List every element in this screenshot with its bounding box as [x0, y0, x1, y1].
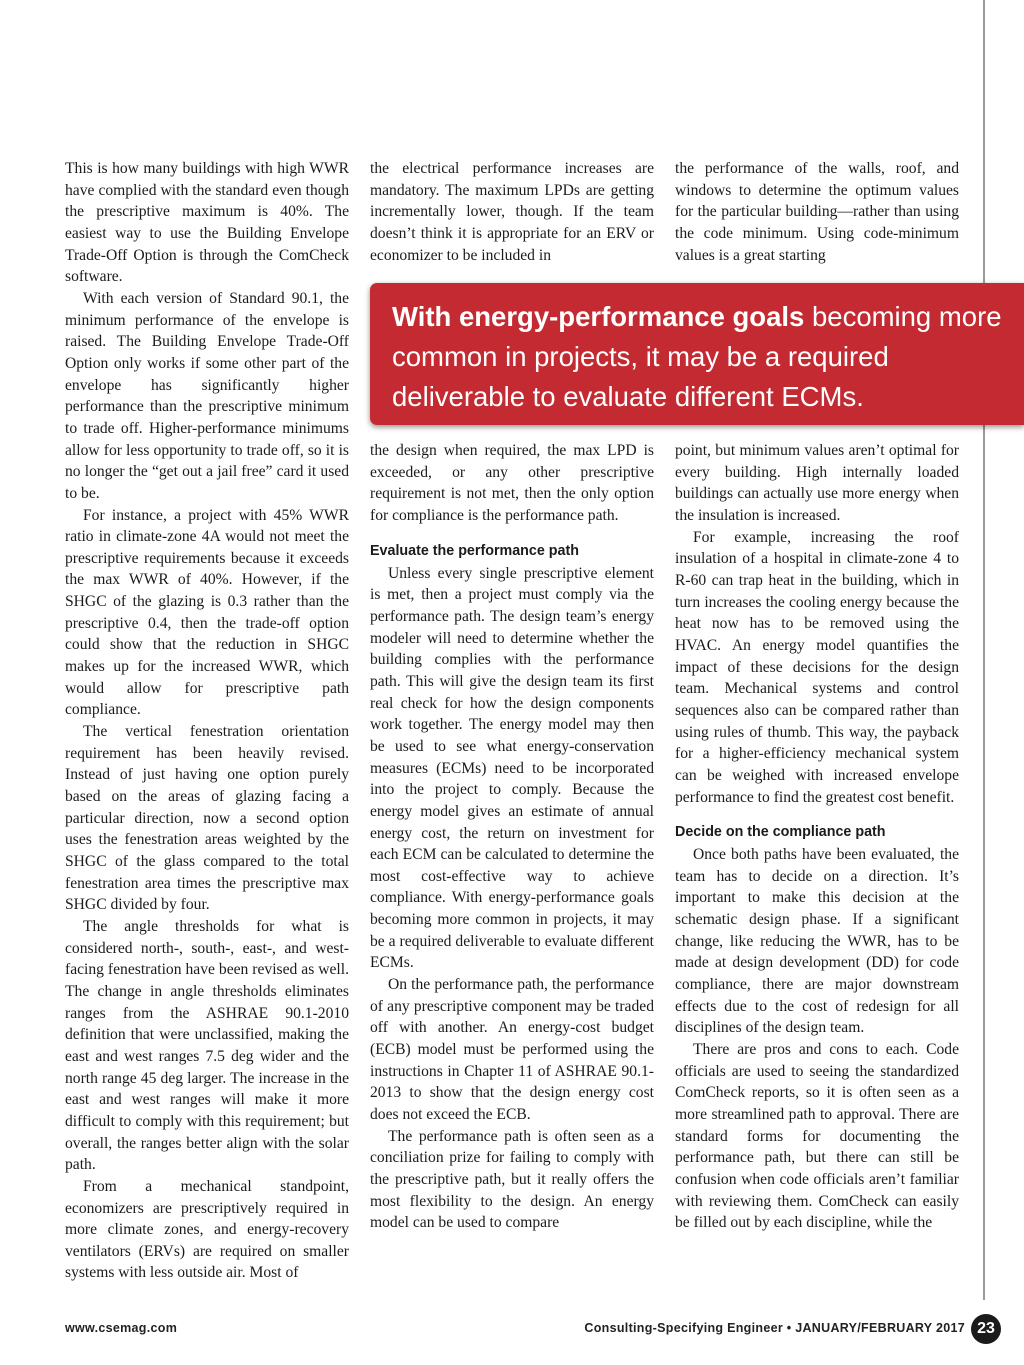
paragraph: the design when required, the max LPD is exceeded, or any other prescriptive requirement is not met, then the only option for compliance is the performance path. — [370, 442, 654, 524]
paragraph: The vertical fenestration orientation requirement has been heavily revised. Instead of just having one option purely based on the areas of glazing facing a particular direction, now a second option uses the fenestration areas weighted by the SHGC of the glass compared to the total fenestration area times the prescriptive max SHGC divided by four. — [65, 723, 349, 914]
section-heading: Evaluate the performance path — [370, 542, 579, 559]
pull-quote-rest: becoming more common in projects, it may be a required deliverable to evaluate different ECMs. — [392, 301, 1002, 412]
paragraph: With each version of Standard 90.1, the minimum performance of the envelope is raised. The Building Envelope Trade-Off Option only works if some other part of the envelope has significantly higher performance than the prescriptive minimum to trade off. Higher-performance minimums allow for less opportunity to trade off, so it is no longer the “get out a jail free” card it used to be. — [65, 289, 349, 502]
paragraph: For instance, a project with 45% WWR ratio in climate-zone 4A would not meet the prescriptive requirements because it exceeds the max WWR of 40%. However, if the SHGC of the glazing is 0.3 rather than the prescriptive 0.4, then the trade-off option could show that the reduction in SHGC makes up for the increased WWR, which would allow for prescriptive path compliance. — [65, 506, 349, 719]
section-heading: Decide on the compliance path — [675, 824, 886, 841]
pull-quote — [370, 283, 1024, 425]
page-edge-rule — [983, 0, 985, 1300]
article-column-2-top — [370, 158, 654, 266]
paragraph: From a mechanical standpoint, economizers are prescriptively required in more climate zones, and energy-recovery ventilators (ERVs) are required on smaller systems with less outside air. Most of — [65, 1177, 349, 1282]
paragraph: the electrical performance increases are mandatory. The maximum LPDs are getting incrementally lower, though. If the team doesn’t think it is appropriate for an ERV or economizer to be included in — [370, 160, 654, 264]
paragraph: There are pros and cons to each. Code officials are used to seeing the standardized ComCheck reports, so it is often seen as a more streamlined path to approval. There are standard forms for documenting the performance path, but there can still be confusion when code officials aren’t familiar with reviewing them. ComCheck can easily be filled out by each discipline, while the — [675, 1041, 959, 1232]
paragraph: Unless every single prescriptive element is met, then a project must comply via the performance path. The design team’s energy modeler will need to determine whether the building complies with the performance path. This will give the design team its first real check for how the design components work together. The energy model may then be used to see what energy-conservation measures (ECMs) need to be incorporated into the project to comply. Because the energy model gives an estimate of annual energy cost, the return on investment for each ECM can be calculated to determine the most cost-effective way to achieve compliance. With energy-performance goals becoming more common in projects, it may be a required deliverable to evaluate different ECMs. — [370, 564, 654, 972]
footer-website: www.csemag.com — [65, 1321, 178, 1335]
paragraph: On the performance path, the performance of any prescriptive component may be traded off with another. An energy-cost budget (ECB) model must be performed using the instructions in Chapter 11 of ASHRAE 90.1-2013 to show that the design energy cost does not exceed the ECB. — [370, 976, 654, 1124]
paragraph: point, but minimum values aren’t optimal for every building. High internally loaded buildings can actually use more energy when the insulation is increased. — [675, 442, 959, 524]
footer-publication: Consulting-Specifying Engineer • JANUARY/FEBRUARY 2017 — [584, 1321, 965, 1335]
article-column-3-top — [675, 158, 959, 266]
article-column-1 — [65, 158, 349, 1284]
paragraph: the performance of the walls, roof, and windows to determine the optimum values for the particular building—rather than using the code minimum. Using code-minimum values is a great starting — [675, 160, 959, 264]
article-column-3-bottom — [675, 440, 959, 1234]
paragraph: Once both paths have been evaluated, the team has to decide on a direction. It’s important to make this decision at the schematic design phase. If a significant change, like reducing the WWR, has to be made at design development (DD) for code compliance, there are major downstream effects due to the cost of redesign for all disciplines of the design team. — [675, 846, 959, 1037]
page-number-badge: 23 — [971, 1314, 1001, 1344]
pull-quote-bold: With energy-performance goals — [392, 301, 805, 332]
article-column-2-bottom — [370, 440, 654, 1234]
pull-quote-text — [392, 297, 1012, 417]
paragraph: This is how many buildings with high WWR have complied with the standard even though the prescriptive maximum is 40%. The easiest way to use the Building Envelope Trade-Off Option is through the ComCheck software. — [65, 160, 349, 286]
paragraph: For example, increasing the roof insulation of a hospital in climate-zone 4 to R-60 can trap heat in the building, which in turn increases the cooling energy because the heat now has to be removed using the HVAC. An energy model quantifies the impact of these decisions for the design team. Mechanical systems and control sequences also can be compared rather than using rules of thumb. This way, the payback for a higher-efficiency mechanical system can be weighed with increased envelope performance to find the greatest cost benefit. — [675, 528, 959, 806]
paragraph: The angle thresholds for what is considered north-, south-, east-, and west-facing fenestration have been revised as well. The change in angle thresholds eliminates ranges from the ASHRAE 90.1-2010 definition that were unclassified, making the east and west ranges 7.5 deg wider and the north range 45 deg larger. The increase in the east and west ranges will make it more difficult to comply with this requirement; but overall, the ranges better align with the solar path. — [65, 917, 349, 1174]
paragraph: The performance path is often seen as a conciliation prize for failing to comply with the prescriptive path, but it really offers the most flexibility to the design. An energy model can be used to compare — [370, 1127, 654, 1232]
